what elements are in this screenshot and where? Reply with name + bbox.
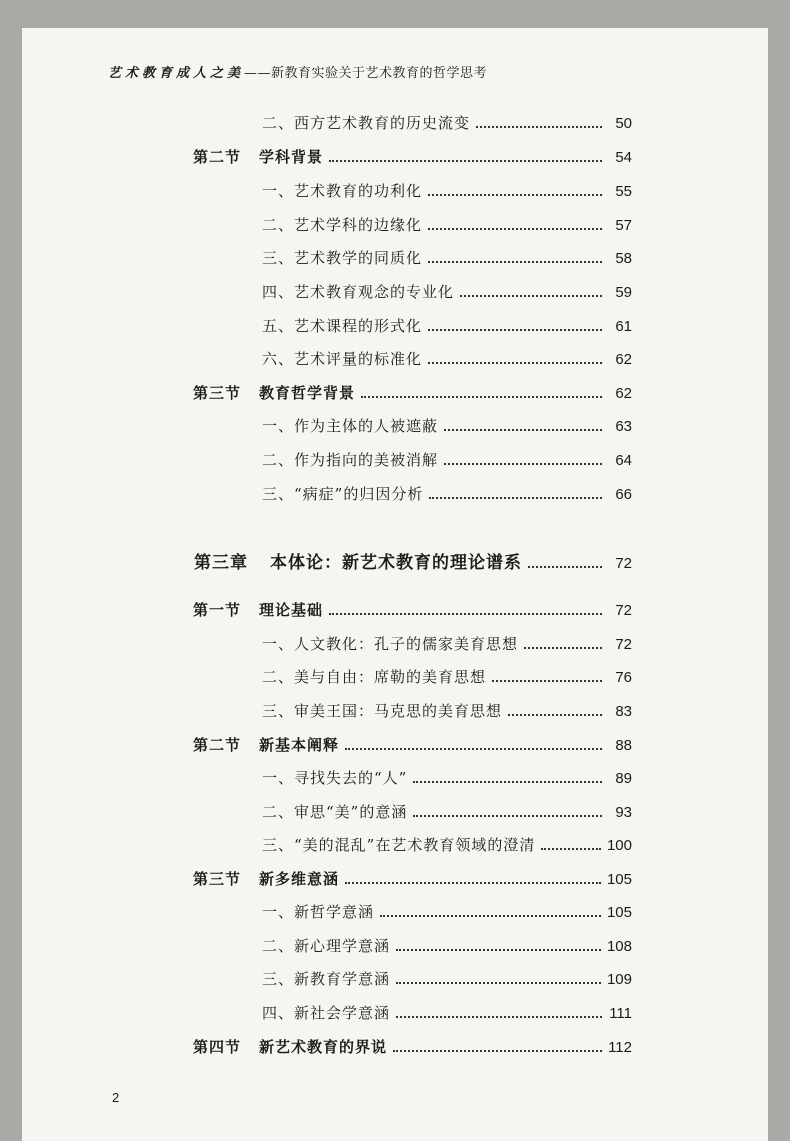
toc-label: 一、艺术教育的功利化 bbox=[262, 182, 423, 200]
toc-leader-dots bbox=[329, 613, 602, 615]
toc-page-number: 109 bbox=[606, 971, 632, 988]
toc-label: 二、西方艺术教育的历史流变 bbox=[262, 114, 471, 132]
toc-leader-dots bbox=[476, 126, 602, 128]
toc-label: 三、艺术教学的同质化 bbox=[262, 249, 423, 267]
toc-number: 第三节 bbox=[193, 870, 242, 888]
toc-label: 二、作为指向的美被消解 bbox=[262, 451, 439, 469]
toc-subsection bbox=[262, 935, 632, 956]
toc-page-number: 59 bbox=[615, 284, 632, 301]
toc-leader-dots bbox=[428, 362, 602, 364]
toc-page-number: 100 bbox=[606, 837, 632, 854]
toc-page-number: 88 bbox=[615, 737, 632, 754]
toc-subsection bbox=[262, 767, 632, 788]
toc-page-number: 50 bbox=[615, 115, 632, 132]
toc-page-number: 111 bbox=[609, 1005, 632, 1022]
toc-page-number: 61 bbox=[615, 318, 632, 335]
toc-section bbox=[193, 734, 632, 755]
toc-number: 第二节 bbox=[193, 148, 242, 166]
toc-leader-dots bbox=[528, 566, 602, 568]
toc-page-number: 93 bbox=[615, 804, 632, 821]
toc-label: 三、“美的混乱”在艺术教育领域的澄清 bbox=[262, 836, 536, 854]
toc-section bbox=[193, 599, 632, 620]
toc-subsection bbox=[262, 968, 632, 989]
toc-subsection bbox=[262, 348, 632, 369]
toc-label: 本体论：新艺术教育的理论谱系 bbox=[270, 553, 522, 573]
toc-label: 二、艺术学科的边缘化 bbox=[262, 216, 423, 234]
toc-label: 一、作为主体的人被遮蔽 bbox=[262, 417, 439, 435]
toc-subsection bbox=[262, 483, 632, 504]
toc-label: 四、艺术教育观念的专业化 bbox=[262, 283, 455, 301]
toc-subsection bbox=[262, 801, 632, 822]
toc-subsection bbox=[262, 112, 632, 133]
toc-label: 新多维意涵 bbox=[259, 870, 340, 888]
book-title: 艺术教育成人之美 bbox=[108, 66, 245, 81]
toc-leader-dots bbox=[413, 781, 602, 783]
toc-label: 学科背景 bbox=[259, 148, 324, 166]
toc-page-number: 62 bbox=[615, 351, 632, 368]
toc-subsection bbox=[262, 449, 632, 470]
toc-leader-dots bbox=[524, 647, 602, 649]
toc-section bbox=[193, 1036, 632, 1057]
toc-leader-dots bbox=[361, 396, 602, 398]
toc-label: 三、“病症”的归因分析 bbox=[262, 485, 424, 503]
toc-page-number: 58 bbox=[615, 250, 632, 267]
running-header bbox=[108, 62, 487, 81]
toc-leader-dots bbox=[508, 714, 602, 716]
toc-subsection bbox=[262, 315, 632, 336]
toc-leader-dots bbox=[492, 680, 602, 682]
toc-section bbox=[193, 868, 632, 889]
toc-page-number: 89 bbox=[615, 770, 632, 787]
toc-label: 一、寻找失去的“人” bbox=[262, 769, 408, 787]
toc-section bbox=[193, 146, 632, 167]
toc-subsection bbox=[262, 247, 632, 268]
toc-leader-dots bbox=[396, 1016, 602, 1018]
toc-leader-dots bbox=[396, 982, 601, 984]
toc-leader-dots bbox=[428, 194, 602, 196]
toc-subsection bbox=[262, 1002, 632, 1023]
toc-leader-dots bbox=[380, 915, 601, 917]
toc-label: 一、新哲学意涵 bbox=[262, 903, 375, 921]
toc-number: 第三节 bbox=[193, 384, 242, 402]
toc-page-number: 57 bbox=[615, 217, 632, 234]
toc-label: 二、新心理学意涵 bbox=[262, 937, 391, 955]
toc-number: 第四节 bbox=[193, 1038, 242, 1056]
toc-label: 理论基础 bbox=[259, 601, 324, 619]
book-subtitle: ——新教育实验关于艺术教育的哲学思考 bbox=[244, 66, 488, 81]
toc-page-number: 72 bbox=[615, 555, 632, 572]
toc-page-number: 76 bbox=[615, 669, 632, 686]
toc-page-number: 54 bbox=[615, 149, 632, 166]
toc-page-number: 105 bbox=[606, 904, 632, 921]
toc-subsection bbox=[262, 700, 632, 721]
toc-leader-dots bbox=[428, 228, 602, 230]
toc-subsection bbox=[262, 180, 632, 201]
toc-leader-dots bbox=[428, 329, 602, 331]
toc-subsection bbox=[262, 281, 632, 302]
toc-label: 一、人文教化：孔子的儒家美育思想 bbox=[262, 635, 519, 653]
toc-label: 四、新社会学意涵 bbox=[262, 1004, 391, 1022]
toc-page-number: 72 bbox=[615, 636, 632, 653]
toc-label: 五、艺术课程的形式化 bbox=[262, 317, 423, 335]
toc-page-number: 72 bbox=[615, 602, 632, 619]
toc-leader-dots bbox=[541, 848, 601, 850]
toc-leader-dots bbox=[345, 748, 602, 750]
toc-chapter bbox=[194, 548, 632, 573]
toc-leader-dots bbox=[329, 160, 602, 162]
toc-leader-dots bbox=[396, 949, 601, 951]
toc-leader-dots bbox=[428, 261, 602, 263]
toc-subsection bbox=[262, 633, 632, 654]
toc-label: 教育哲学背景 bbox=[259, 384, 356, 402]
toc-label: 三、新教育学意涵 bbox=[262, 970, 391, 988]
toc-subsection bbox=[262, 834, 632, 855]
toc-subsection bbox=[262, 214, 632, 235]
toc-page-number: 108 bbox=[606, 938, 632, 955]
toc-page-number: 64 bbox=[615, 452, 632, 469]
toc-page-number: 55 bbox=[615, 183, 632, 200]
toc-subsection bbox=[262, 666, 632, 687]
toc-leader-dots bbox=[393, 1050, 602, 1052]
toc-page-number: 105 bbox=[606, 871, 632, 888]
toc-page-number: 83 bbox=[615, 703, 632, 720]
toc-label: 三、审美王国：马克思的美育思想 bbox=[262, 702, 503, 720]
toc-page-number: 112 bbox=[608, 1039, 632, 1056]
toc-leader-dots bbox=[444, 429, 602, 431]
toc-number: 第二节 bbox=[193, 736, 242, 754]
toc-number: 第三章 bbox=[194, 553, 248, 573]
toc-subsection bbox=[262, 415, 632, 436]
page-number: 2 bbox=[112, 1090, 120, 1105]
toc-page-number: 66 bbox=[615, 486, 632, 503]
toc-label: 二、审思“美”的意涵 bbox=[262, 803, 408, 821]
toc-subsection bbox=[262, 901, 632, 922]
toc-leader-dots bbox=[429, 497, 602, 499]
toc-leader-dots bbox=[345, 882, 601, 884]
toc-label: 二、美与自由：席勒的美育思想 bbox=[262, 668, 487, 686]
toc-number: 第一节 bbox=[193, 601, 242, 619]
toc-label: 新艺术教育的界说 bbox=[259, 1038, 388, 1056]
toc-section bbox=[193, 382, 632, 403]
toc-leader-dots bbox=[460, 295, 602, 297]
toc-label: 新基本阐释 bbox=[259, 736, 340, 754]
toc-leader-dots bbox=[413, 815, 602, 817]
toc-page-number: 62 bbox=[615, 385, 632, 402]
toc-page-number: 63 bbox=[615, 418, 632, 435]
toc-label: 六、艺术评量的标准化 bbox=[262, 350, 423, 368]
toc-leader-dots bbox=[444, 463, 602, 465]
